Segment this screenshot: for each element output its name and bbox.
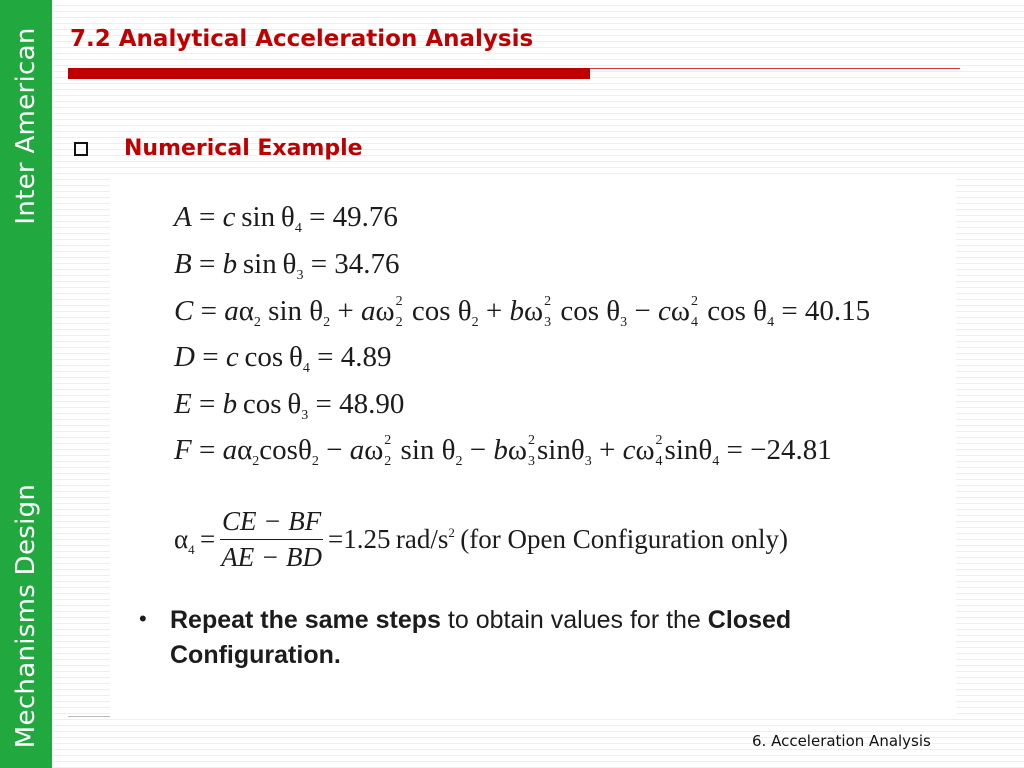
title-underline-thin [590,68,960,69]
note-bold-lead: Repeat the same steps [170,606,441,634]
alpha4-note: (for Open Configuration only) [460,524,788,554]
equation-b: B = b $\sin \theta_3 = 34.76$ [174,248,400,283]
equation-d-value: 4.89 [340,341,392,373]
alpha4-value: 1.25 [343,524,391,554]
note-text: to obtain values for the [440,606,708,634]
closed-configuration-note [170,603,910,673]
equation-d: D = c $\cos \theta_4 = 4.89$ [174,341,392,376]
bullet-dot-icon: • [139,606,147,631]
sidebar [0,0,52,768]
equation-a-value: 49.76 [332,201,398,233]
footer-chapter: 6. Acceleration Analysis [752,732,931,750]
equation-e-value: 48.90 [339,388,405,420]
equation-b-value: 34.76 [334,248,400,280]
alpha4-units: rad/s [395,524,449,554]
equation-e: E = b $\cos \theta_3 = 48.90$ [174,388,405,423]
equation-alpha4: $\alpha_4$ = $\frac{CE - BF}{AE - BD}$ =1.25 rad/$s^2$ (for Open Configuration only) [174,506,788,572]
equation-f: $F = a\alpha_2\cos\theta_2 - a\omega$ 2 2 $\sin \theta_2 - b\omega$ 2 3 sinθ$_3$ + cω 2 4 sinθ$_4$ = −24.81 [174,433,832,469]
alpha4-denominator: AE − BD [221,542,322,572]
sidebar-course-subtitle: Mechanisms Design [11,483,41,749]
alpha4-fraction [219,506,324,573]
square-bullet-icon [74,142,88,156]
divider [68,716,110,717]
equation-c-value: 40.15 [804,295,871,327]
section-heading: Numerical Example [124,136,363,161]
alpha4-numerator: CE − BF [220,506,323,540]
slide-title: 7.2 Analytical Acceleration Analysis [70,26,534,52]
note-bold-tail: Closed Configuration. [170,606,792,669]
equation-a: A = c $\sin \theta_4 = 49.76$ [174,201,398,236]
sidebar-course-title: Inter American [11,27,41,225]
title-underline [68,68,590,79]
equation-f-value: −24.81 [750,434,832,466]
equation-c: $C = a\alpha_2$ $\sin \theta_2 + a\omega$ 2 2 $\cos \theta_2 + b\omega$ 2 3 $\cos \theta_3 - c\omega$ 2 4 $\cos \theta_4 = 40.15$ [174,294,871,330]
